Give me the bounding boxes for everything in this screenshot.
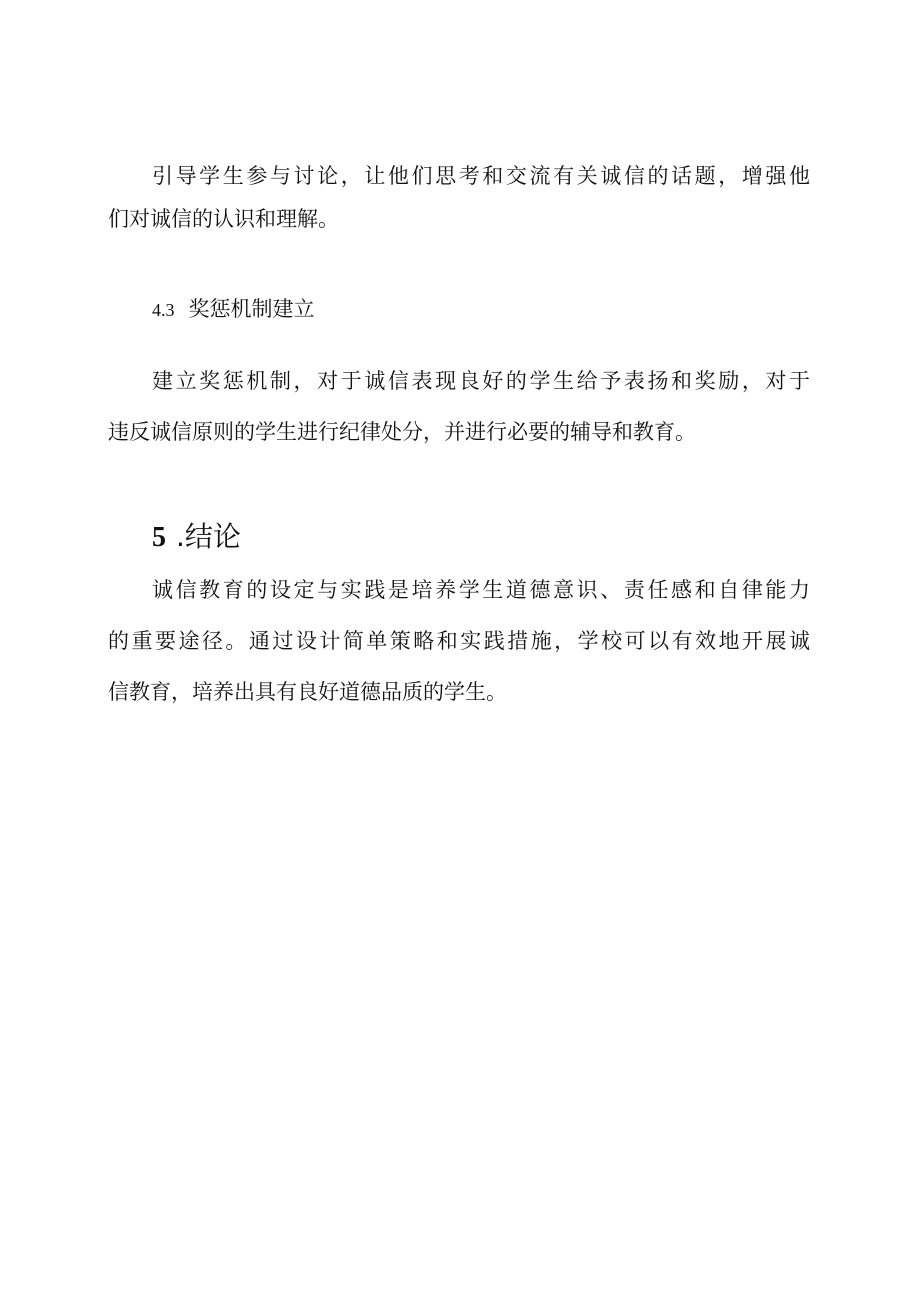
paragraph-line: 建立奖惩机制，对于诚信表现良好的学生给予表扬和奖励，对于 [152,369,810,393]
paragraph-line: 违反诚信原则的学生进行纪律处分，并进行必要的辅导和教育。 [108,420,696,444]
section-heading-4-3 [152,295,315,325]
section-title: .结论 [176,520,241,553]
paragraph-discussion [108,162,810,234]
paragraph-line: 引导学生参与讨论，让他们思考和交流有关诚信的话题，增强他 [152,164,810,188]
section-heading-5 [152,519,241,556]
paragraph-line: 信教育，培养出具有良好道德品质的学生。 [108,680,507,704]
section-number: 4.3 [152,300,175,320]
paragraph-reward-mechanism [108,367,810,447]
section-title: 奖惩机制建立 [188,297,315,321]
paragraph-line: 的重要途径。通过设计简单策略和实践措施，学校可以有效地开展诚 [108,629,810,653]
section-number: 5 [152,522,166,553]
paragraph-conclusion [108,576,810,707]
paragraph-line: 诚信教育的设定与实践是培养学生道德意识、责任感和自律能力 [152,578,810,602]
paragraph-line: 们对诚信的认识和理解。 [108,207,339,231]
